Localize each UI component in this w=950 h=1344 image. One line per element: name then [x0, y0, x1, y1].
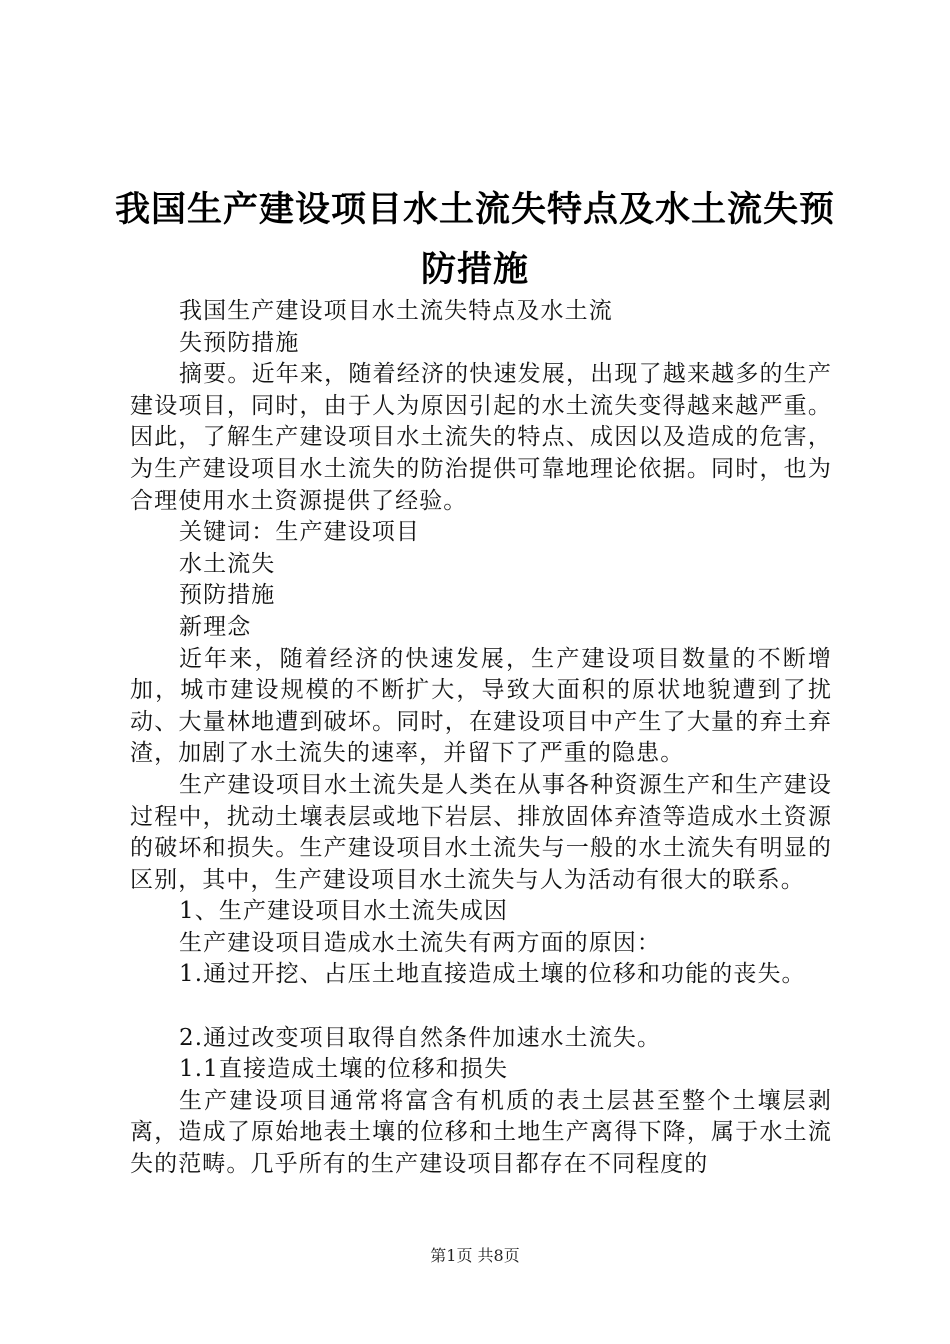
- title-line-2: 防措施: [420, 250, 529, 290]
- section-heading: 1、生产建设项目水土流失成因: [179, 898, 509, 925]
- page-footer: 第1页 共8页: [430, 1246, 520, 1265]
- keyword-item: 新理念: [179, 613, 252, 640]
- abstract-paragraph: 摘要。近年来，随着经济的快速发展，出现了越来越多的生产建设项目，同时，由于人为原因引起的水土流失变得越来越严重。因此，了解生产建设项目水土流失的特点、成因以及造成的危害，为生产建设项目水土流失的防治提供可靠地理论依据。同时，也为合理使用水土资源提供了经验。: [130, 361, 832, 514]
- body-paragraph: 近年来，随着经济的快速发展，生产建设项目数量的不断增加，城市建设规模的不断扩大，导致大面积的原状地貌遭到了扰动、大量林地遭到破坏。同时，在建设项目中产生了大量的弃土弃渣，加剧了水土流失的速率，并留下了严重的隐患。: [130, 645, 832, 767]
- keywords-line: 关键词：生产建设项目: [179, 519, 420, 546]
- title-line-1: 我国生产建设项目水土流失特点及水土流失预: [114, 190, 835, 230]
- subsection-heading: 1.1直接造成土壤的位移和损失: [179, 1056, 509, 1083]
- document-body: [130, 296, 832, 1181]
- keyword-item: 水土流失: [179, 550, 276, 577]
- list-item: 2.通过改变项目取得自然条件加速水土流失。: [179, 1024, 662, 1051]
- blank-line: [130, 991, 832, 1023]
- keyword-item: 预防措施: [179, 582, 276, 609]
- body-line: 生产建设项目造成水土流失有两方面的原因：: [179, 929, 661, 956]
- body-paragraph: 生产建设项目水土流失是人类在从事各种资源生产和生产建设过程中，扰动土壤表层或地下岩层、排放固体弃渣等造成水土资源的破坏和损失。生产建设项目水土流失与一般的水土流失有明显的区别，其中，生产建设项目水土流失与人为活动有很大的联系。: [130, 771, 832, 893]
- subtitle-line-1: 我国生产建设项目水土流失特点及水土流: [179, 298, 613, 324]
- document-title: [100, 180, 850, 300]
- list-item: 1.通过开挖、占压土地直接造成土壤的位移和功能的丧失。: [179, 961, 806, 988]
- body-paragraph: 生产建设项目通常将富含有机质的表土层甚至整个土壤层剥离，造成了原始地表土壤的位移和土地生产离得下降，属于水土流失的范畴。几乎所有的生产建设项目都存在不同程度的: [130, 1087, 832, 1178]
- subtitle-line-2: 失预防措施: [179, 329, 300, 356]
